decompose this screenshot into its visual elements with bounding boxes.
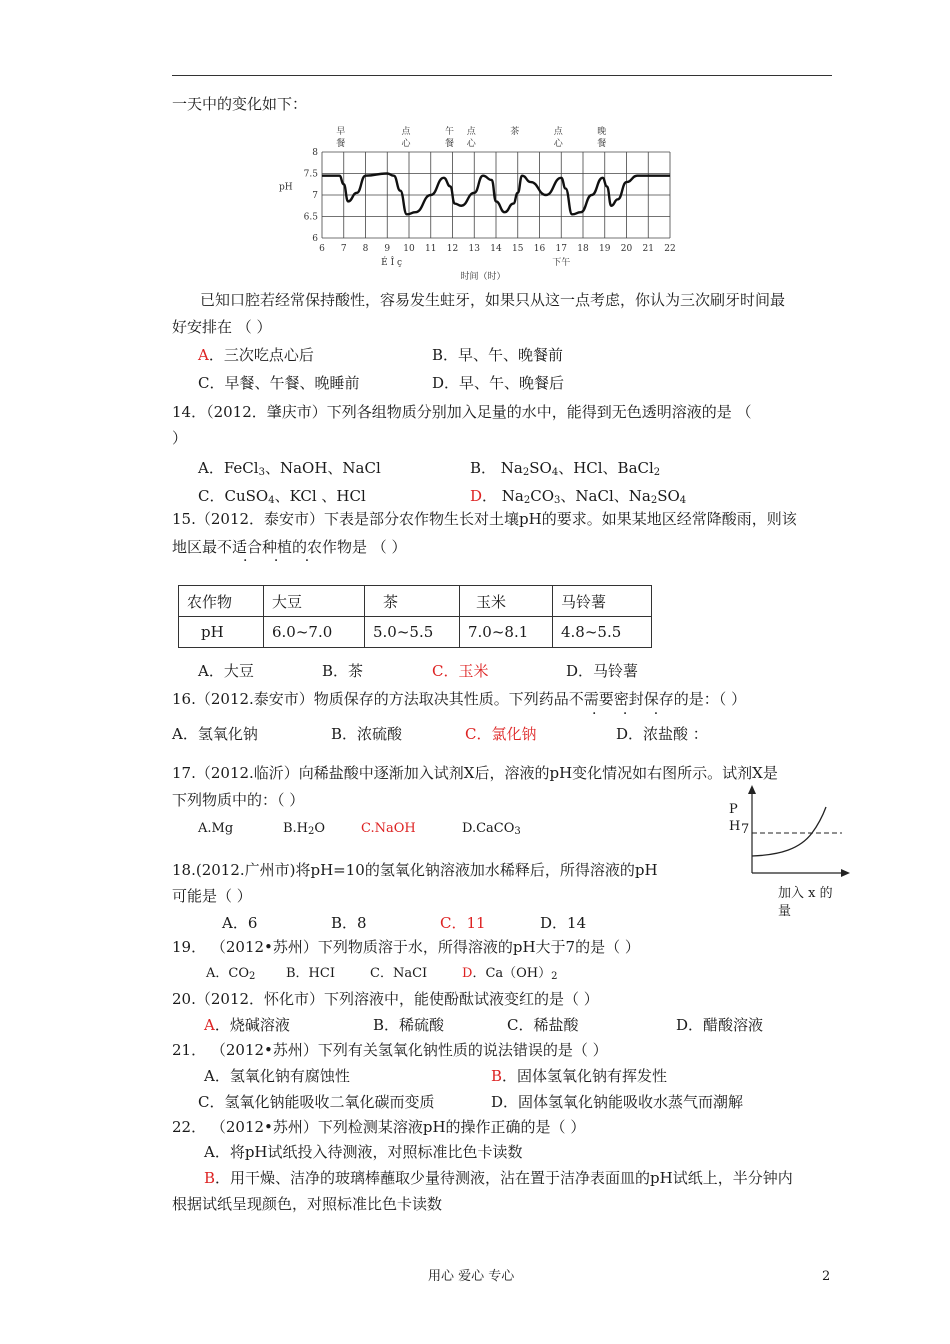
table-cell: pH <box>179 617 264 648</box>
table-cell: 5.0~5.5 <box>365 617 460 648</box>
q16-option-a: A．氢氧化钠 <box>172 725 258 743</box>
intro-text: 一天中的变化如下： <box>172 95 308 113</box>
q13-option-d: D．早、午、晚餐后 <box>432 374 565 392</box>
q19-option-a: A．$CO_2$ <box>206 966 256 982</box>
table-cell: 4.8~5.5 <box>553 617 652 648</box>
q18-option-c: C．11 <box>440 914 486 932</box>
q13-stem: 已知口腔若经常保持酸性，容易发生蛀牙，如果只从这一点考虑，你认为三次刷牙时间最 <box>200 291 786 309</box>
x-tick-label: 18 <box>577 244 589 254</box>
x-tick-label: 6 <box>319 244 325 254</box>
table-cell: 马铃薯 <box>553 586 652 617</box>
q14-option-d: D． $Na_2CO_3$、NaCl、$Na_2SO_4$ <box>470 487 687 506</box>
q15-option-a: A．大豆 <box>198 662 254 680</box>
ph-day-chart <box>270 120 690 290</box>
y-tick-label: 8 <box>312 148 318 158</box>
q13-option-a: A．三次吃点心后 <box>198 346 314 364</box>
q18-stem-2: 可能是（ ） <box>172 887 252 905</box>
q20-stem: 20.（2012．怀化市）下列溶液中，能使酚酞试液变红的是（ ） <box>172 990 599 1008</box>
q22-option-b-cont: 根据试纸呈现颜色，对照标准比色卡读数 <box>172 1195 443 1213</box>
q22-stem: 22． （2012•苏州）下列检测某溶液pH的操作正确的是（ ） <box>172 1118 586 1136</box>
q21-option-b: B．固体氢氧化钠有挥发性 <box>491 1067 668 1085</box>
q14-option-c: C．CuSO$_4$、KCl 、HCl <box>198 487 366 506</box>
q22-option-a: A．将pH试纸投入待测液，对照标准比色卡读数 <box>204 1143 523 1161</box>
fig-ph-curve <box>752 807 826 856</box>
x-tick-label: 15 <box>512 244 524 254</box>
q18-option-d: D．14 <box>540 914 587 932</box>
x-tick-label: 7 <box>340 244 347 254</box>
footer-motto: 用心 爱心 专心 <box>428 1269 515 1284</box>
q13-option-c: C．早餐、午餐、晚睡前 <box>198 374 360 392</box>
q17-fig-xlabel: 加入 x 的 <box>778 886 833 901</box>
q17-option-b: $B.H_2O$ <box>283 821 326 837</box>
q16-emphasis-dots: · · · <box>592 706 670 722</box>
morning-label: É Î ç <box>381 258 403 268</box>
q20-option-a: A．烧碱溶液 <box>204 1016 290 1034</box>
x-tick-label: 10 <box>403 244 415 254</box>
x-tick-label: 20 <box>620 244 633 254</box>
x-tick-label: 9 <box>384 244 391 254</box>
fig-y-arrow <box>748 785 756 794</box>
q20-option-c: C．稀盐酸 <box>507 1016 579 1034</box>
q16-option-b: B．浓硫酸 <box>331 725 403 743</box>
table-cell: 大豆 <box>264 586 365 617</box>
q15-stem: 15.（2012．泰安市）下表是部分农作物生长对土壤pH的要求。如果某地区经常降酸雨，则该 <box>172 510 797 528</box>
meal-label: 点 <box>401 127 411 137</box>
q14-stem: 14．（2012．肇庆市）下列各组物质分别加入足量的水中，能得到无色透明溶液的是 （ <box>172 403 752 421</box>
table-cell: 7.0~8.1 <box>460 617 553 648</box>
x-tick-label: 16 <box>533 244 546 254</box>
table-row <box>179 586 652 617</box>
x-tick-label: 21 <box>642 244 654 254</box>
meal-label: 心 <box>401 139 411 149</box>
fig-x-arrow <box>841 869 850 877</box>
y-tick-label: 7.5 <box>303 169 318 180</box>
meal-label: 午 <box>444 127 455 137</box>
meal-label: 茶 <box>510 127 520 137</box>
meal-label: 点 <box>466 127 476 137</box>
x-tick-label: 19 <box>599 244 611 254</box>
table-cell: 茶 <box>365 586 460 617</box>
q15-crop-table <box>178 585 652 648</box>
table-row <box>179 617 652 648</box>
q16-stem: 16.（2012.泰安市）物质保存的方法取决其性质。下列药品不需要密封保存的是：（ ） <box>172 690 747 708</box>
q17-fig-seven: 7 <box>741 822 750 837</box>
y-tick-label: 6.5 <box>303 212 318 223</box>
x-axis-label: 时间（时） <box>460 272 506 282</box>
meal-label: 点 <box>553 127 563 137</box>
meal-label: 餐 <box>336 139 346 149</box>
y-tick-label: 6 <box>312 234 318 244</box>
q14-option-a: A．FeCl$_3$、NaOH、NaCl <box>198 459 381 478</box>
q19-option-d: D．$Ca(OH)_2$ <box>462 966 558 982</box>
q17-stem: 17.（2012.临沂）向稀盐酸中逐渐加入试剂X后，溶液的pH变化情况如右图所示。试剂X是 <box>172 764 778 782</box>
q20-option-d: D．醋酸溶液 <box>676 1016 764 1034</box>
q17-option-c: C.NaOH <box>361 821 416 836</box>
q15-option-c: C．玉米 <box>432 662 489 680</box>
y-tick-label: 7 <box>312 191 318 201</box>
meal-label: 早 <box>336 127 346 137</box>
q14-option-b: B． $Na_2SO_4$、HCl、BaCl$_2$ <box>470 459 661 478</box>
page-number: 2 <box>822 1269 831 1284</box>
q17-stem-2: 下列物质中的：（ ） <box>172 791 305 809</box>
q13-stem-2: 好安排在 （ ） <box>172 318 272 336</box>
q17-option-d: D.CaCO$_3$ <box>462 821 521 837</box>
table-cell: 农作物 <box>179 586 264 617</box>
q18-option-b: B．8 <box>331 914 367 932</box>
x-tick-label: 8 <box>362 244 369 254</box>
q18-stem: 18.(2012.广州市)将pH=10的氢氧化钠溶液加水稀释后，所得溶液的pH <box>172 861 658 879</box>
meal-label: 餐 <box>597 139 607 149</box>
q18-option-a: A．6 <box>222 914 258 932</box>
table-cell: 6.0~7.0 <box>264 617 365 648</box>
afternoon-label: 下午 <box>552 258 571 268</box>
q19-option-b: B．HCI <box>286 966 335 981</box>
q15-option-d: D．马铃薯 <box>566 662 639 680</box>
q19-stem: 19． （2012•苏州）下列物质溶于水，所得溶液的pH大于7的是（ ） <box>172 938 640 956</box>
q17-fig-xlabel-2: 量 <box>778 904 792 919</box>
q21-stem: 21． （2012•苏州）下列有关氢氧化钠性质的说法错误的是（ ） <box>172 1041 608 1059</box>
y-axis-label: pH <box>279 182 293 193</box>
x-tick-label: 14 <box>490 244 502 254</box>
x-tick-label: 11 <box>425 244 437 254</box>
meal-label: 餐 <box>444 139 455 149</box>
q15-emphasis-dots: · · · <box>243 553 321 569</box>
q16-option-d: D．浓盐酸 ： <box>616 725 708 743</box>
q14-stem-2: ） <box>172 429 188 447</box>
q13-option-b: B．早、午、晚餐前 <box>432 346 564 364</box>
q21-option-a: A．氢氧化钠有腐蚀性 <box>204 1067 350 1085</box>
q21-option-d: D．固体氢氧化钠能吸收水蒸气而潮解 <box>491 1093 744 1111</box>
meal-label: 晚 <box>597 127 607 137</box>
x-tick-label: 13 <box>468 244 480 254</box>
q15-option-b: B．茶 <box>322 662 364 680</box>
q16-option-c: C．氯化钠 <box>465 725 537 743</box>
x-tick-label: 22 <box>664 244 676 254</box>
q17-fig-ylabel: P H <box>729 802 741 834</box>
x-tick-label: 12 <box>446 244 459 254</box>
q15-stem-2: 地区最不适合种植的农作物是 （ ） <box>172 538 407 556</box>
meal-label: 心 <box>466 139 476 149</box>
q17-option-a: A.Mg <box>198 821 234 836</box>
q21-option-c: C．氢氧化钠能吸收二氧化碳而变质 <box>198 1093 435 1111</box>
header-rule <box>172 75 832 76</box>
q20-option-b: B．稀硫酸 <box>373 1016 445 1034</box>
q22-option-b: B．用干燥、洁净的玻璃棒蘸取少量待测液，沾在置于洁净表面皿的pH试纸上，半分钟内 <box>204 1169 793 1187</box>
q19-option-c: C．NaCI <box>370 966 428 981</box>
meal-label: 心 <box>553 139 563 149</box>
x-tick-label: 17 <box>555 244 567 254</box>
table-cell: 玉米 <box>460 586 553 617</box>
